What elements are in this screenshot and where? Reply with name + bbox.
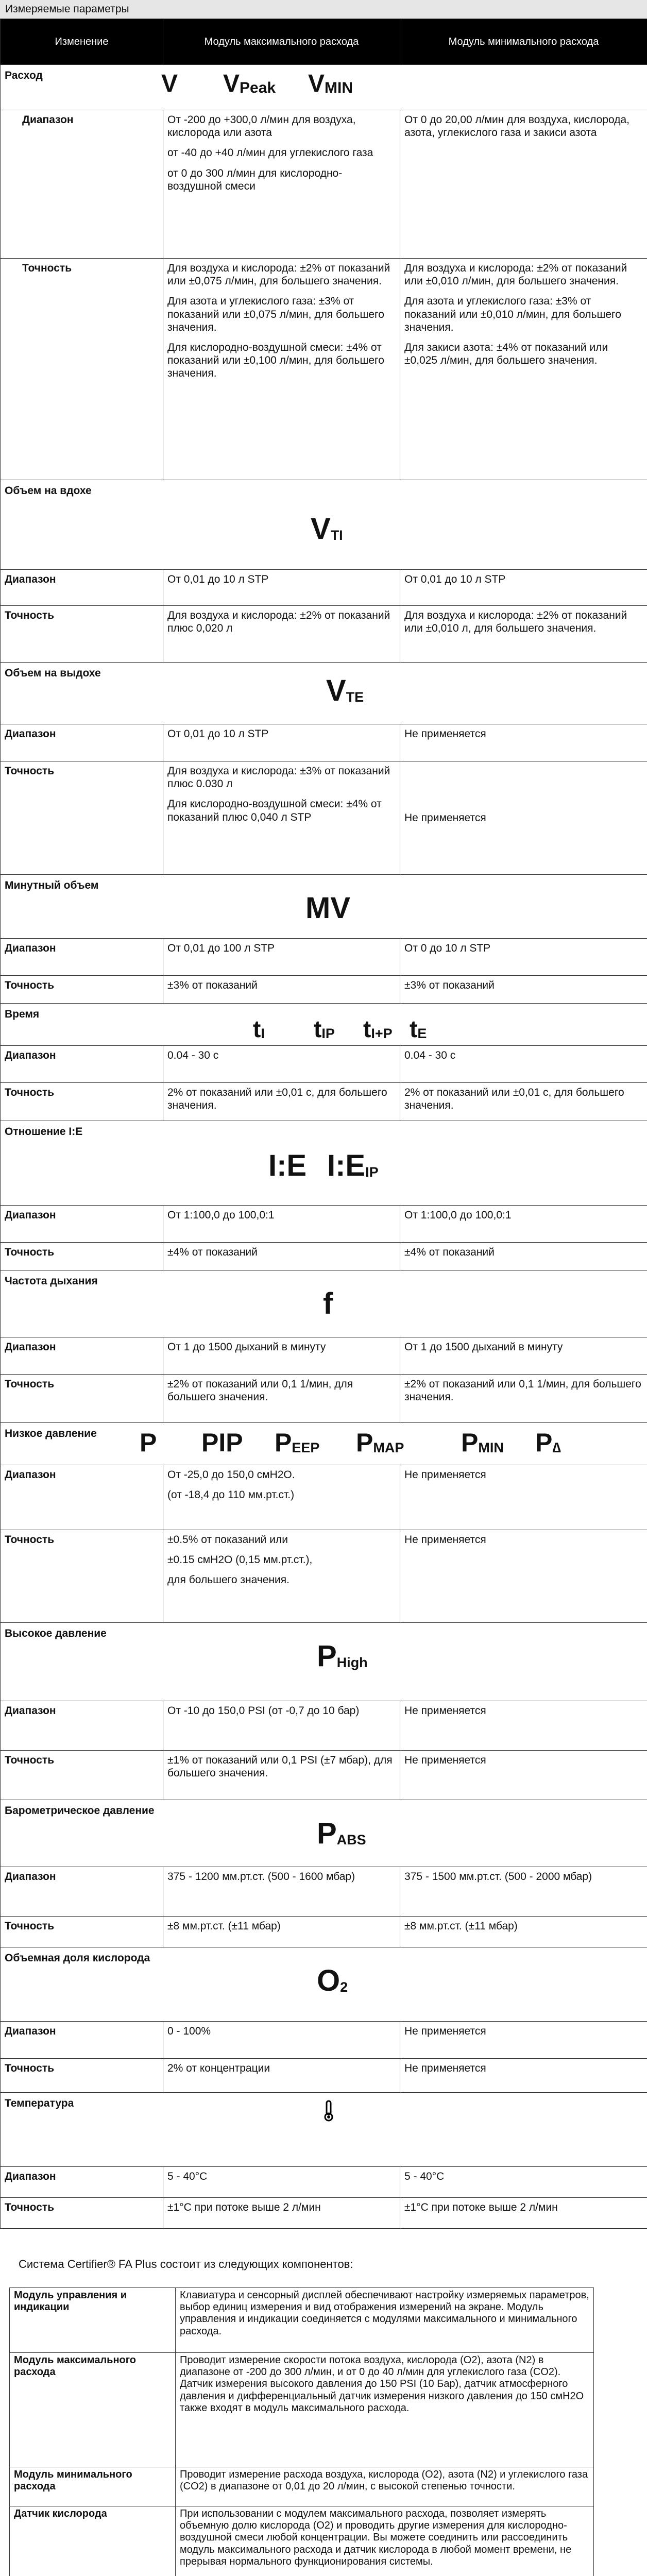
- flow-acc-max: Для воздуха и кислорода: ±2% от показаний или ±0,075 л/мин, для большего значения. Для азота и углекислого газа: ±3% от показаний или ±0,075 л/мин, для большего значения. Для кислородно-воздушной смеси: ±4% от показаний или ±0,100 л/мин, для большего значения.: [163, 259, 400, 480]
- category-label: Температура: [5, 2097, 74, 2109]
- symbol-p-abs: $P_{ABS}$: [317, 1817, 366, 1850]
- flow-symbols: [161, 67, 378, 106]
- row-flow-accuracy: [1, 259, 647, 480]
- row-label: Диапазон: [1, 110, 163, 259]
- components-table: [9, 2287, 594, 2576]
- row-barometric-accuracy: Точность ±8 мм.рт.ст. (±11 мбар) ±8 мм.рт.ст. (±11 мбар): [1, 1917, 647, 1947]
- row-vte-range: Диапазон От 0,01 до 10 л STP Не применяется: [1, 724, 647, 761]
- section-heading: Измеряемые параметры: [0, 0, 647, 19]
- category-label: Объемная доля кислорода: [5, 1952, 150, 1964]
- row-ie-range: Диапазон От 1:100,0 до 100,0:1 От 1:100,0 до 100,0:1: [1, 1206, 647, 1243]
- table-header-row: [1, 19, 647, 65]
- symbol-ie: I:E: [268, 1149, 307, 1182]
- row-vti-range: Диапазон От 0,01 до 10 л STP От 0,01 до 10 л STP: [1, 570, 647, 606]
- row-time-accuracy: Точность 2% от показаний или ±0,01 с, для большего значения. 2% от показаний или ±0,01 с, для большего значения.: [1, 1083, 647, 1121]
- header-measurement: Изменение: [1, 19, 163, 65]
- category-row-flow: [1, 65, 647, 110]
- category-row-vti: [1, 480, 647, 570]
- category-label: Частота дыхания: [5, 1275, 98, 1287]
- row-label: Точность: [1, 259, 163, 480]
- category-label: Высокое давление: [5, 1628, 107, 1639]
- row-vte-accuracy: Точность Для воздуха и кислорода: ±3% от показаний плюс 0.030 л Для кислородно-воздушной смеси: ±4% от показаний плюс 0,040 л STP Не применяется: [1, 761, 647, 875]
- category-row-rate: [1, 1270, 647, 1337]
- symbol-v-min: $V_{MIN}$: [308, 70, 353, 97]
- row-mv-range: Диапазон От 0,01 до 100 л STP От 0 до 10 л STP: [1, 939, 647, 976]
- category-row-low-pressure: [1, 1423, 647, 1465]
- row-temperature-range: Диапазон 5 - 40°C 5 - 40°C: [1, 2167, 647, 2198]
- low-pressure-symbols: P PIP $P_{EEP}$ $P_{MAP}$ $P_{MIN}$ $P_\Delta$: [140, 1428, 561, 1457]
- category-label: Объем на вдохе: [5, 485, 92, 497]
- category-row-high-pressure: [1, 1623, 647, 1701]
- header-min-flow: Модуль минимального расхода: [400, 19, 647, 65]
- row-high-pressure-range: Диапазон От -10 до 150,0 PSI (от -0,7 до 10 бар) Не применяется: [1, 1701, 647, 1751]
- row-flow-range: [1, 110, 647, 259]
- symbol-vti: $V_{TI}$: [311, 512, 343, 546]
- header-max-flow: Модуль максимального расхода: [163, 19, 400, 65]
- symbol-v-peak: $V_{Peak}$: [223, 70, 276, 97]
- category-row-vte: [1, 663, 647, 724]
- row-low-pressure-range: Диапазон От -25,0 до 150,0 смH2O. (от -18,4 до 110 мм.рт.ст.) Не применяется: [1, 1465, 647, 1530]
- category-label: Отношение I:E: [5, 1126, 83, 1138]
- symbol-o2: $O_2$: [317, 1964, 348, 1997]
- row-vti-accuracy: Точность Для воздуха и кислорода: ±2% от показаний плюс 0,020 л Для воздуха и кислорода: ±2% от показаний или ±0,010 л, для большего значения.: [1, 606, 647, 663]
- row-low-pressure-accuracy: Точность ±0.5% от показаний или ±0.15 смH2O (0,15 мм.рт.ст.), для большего значения. Не применяется: [1, 1530, 647, 1623]
- category-row-temperature: [1, 2093, 647, 2167]
- row-o2-range: Диапазон 0 - 100% Не применяется: [1, 2022, 647, 2059]
- row-temperature-accuracy: Точность ±1°C при потоке выше 2 л/мин ±1°C при потоке выше 2 л/мин: [1, 2198, 647, 2229]
- symbol-mv: MV: [305, 891, 350, 925]
- component-row: Датчик кислорода При использовании с модулем максимального расхода, позволяет измерять объемную долю кислорода (O2) и проводить другие измерения для кислородно-воздушной смеси любой концентрации. Вы можете соединить или рассоединить модуль максимального расхода и датчик кислорода в любой момент времени, не прерывая нормального функционирования системы.: [10, 2506, 594, 2576]
- category-label: Низкое давление: [5, 1428, 97, 1439]
- category-label: Барометрическое давление: [5, 1805, 155, 1817]
- component-row: Модуль управления и индикации Клавиатура и сенсорный дисплей обеспечивают настройку измеряемых параметров, выбор единиц измерения и вид отображения измерений на экране. Модуль управления и индикации соединяется с модулями максимального и минимального расхода.: [10, 2288, 594, 2353]
- category-row-ie: [1, 1121, 647, 1206]
- time-symbols: $t_I$ $t_{IP}$ $t_{I+P}$ $t_E$: [253, 1015, 427, 1042]
- flow-range-min: От 0 до 20,00 л/мин для воздуха, кислорода, азота, углекислого газа и закиси азота: [400, 110, 647, 259]
- symbol-p-high: $P_{High}$: [317, 1639, 368, 1673]
- category-row-o2: [1, 1947, 647, 2022]
- row-ie-accuracy: Точность ±4% от показаний ±4% от показаний: [1, 1243, 647, 1270]
- row-high-pressure-accuracy: Точность ±1% от показаний или 0,1 PSI (±7 мбар), для большего значения. Не применяется: [1, 1751, 647, 1800]
- row-rate-accuracy: Точность ±2% от показаний или 0,1 1/мин, для большего значения. ±2% от показаний или 0,1 1/мин, для большего значения.: [1, 1375, 647, 1423]
- row-rate-range: Диапазон От 1 до 1500 дыханий в минуту От 1 до 1500 дыханий в минуту: [1, 1337, 647, 1375]
- flow-acc-min: Для воздуха и кислорода: ±2% от показаний или ±0,010 л/мин, для большего значения. Для азота и углекислого газа: ±3% от показаний или ±0,010 л/мин, для большего значения. Для закиси азота: ±4% от показаний или ±0,025 л/мин, для большего значения.: [400, 259, 647, 480]
- symbol-vte: $V_{TE}$: [326, 674, 364, 707]
- category-label: Расход: [5, 70, 43, 81]
- thermometer-icon: [322, 2100, 335, 2122]
- category-flow: [1, 65, 647, 110]
- category-row-barometric: [1, 1800, 647, 1867]
- components-intro: Система Certifier® FA Plus состоит из следующих компонентов:: [19, 2258, 353, 2270]
- category-label: Минутный объем: [5, 879, 99, 891]
- symbol-v: V: [161, 70, 178, 97]
- row-time-range: Диапазон 0.04 - 30 с 0.04 - 30 с: [1, 1046, 647, 1083]
- category-label: Объем на выдохе: [5, 667, 101, 679]
- symbol-f: f: [323, 1287, 333, 1320]
- category-label: Время: [5, 1008, 40, 1020]
- row-barometric-range: Диапазон 375 - 1200 мм.рт.ст. (500 - 1600 мбар) 375 - 1500 мм.рт.ст. (500 - 2000 мбар): [1, 1867, 647, 1917]
- category-row-time: [1, 1004, 647, 1046]
- row-o2-accuracy: Точность 2% от концентрации Не применяется: [1, 2059, 647, 2093]
- category-row-mv: [1, 875, 647, 939]
- parameters-table: [0, 19, 647, 2229]
- flow-range-max: От -200 до +300,0 л/мин для воздуха, кислорода или азота от -40 до +40 л/мин для углекислого газа от 0 до 300 л/мин для кислородно-воздушной смеси: [163, 110, 400, 259]
- symbol-ie-ip: $I:E_{IP}$: [327, 1149, 379, 1182]
- row-mv-accuracy: Точность ±3% от показаний ±3% от показаний: [1, 976, 647, 1004]
- component-row: Модуль минимального расхода Проводит измерение расхода воздуха, кислорода (O2), азота (N2) и углекислого газа (CO2) в диапазоне от 0,01 до 20 л/мин, с высокой степенью точности.: [10, 2467, 594, 2506]
- component-row: Модуль максимального расхода Проводит измерение скорости потока воздуха, кислорода (O2), азота (N2) в диапазоне от -200 до 300 л/мин, и от 0 до 40 л/мин для углекислого газа (CO2). Датчик измерения высокого давления до 150 PSI (10 Бар), датчик атмосферного давления и дифференциальный датчик измерения низкого давления до 150 смH2O также входят в модуль максимального расхода.: [10, 2353, 594, 2467]
